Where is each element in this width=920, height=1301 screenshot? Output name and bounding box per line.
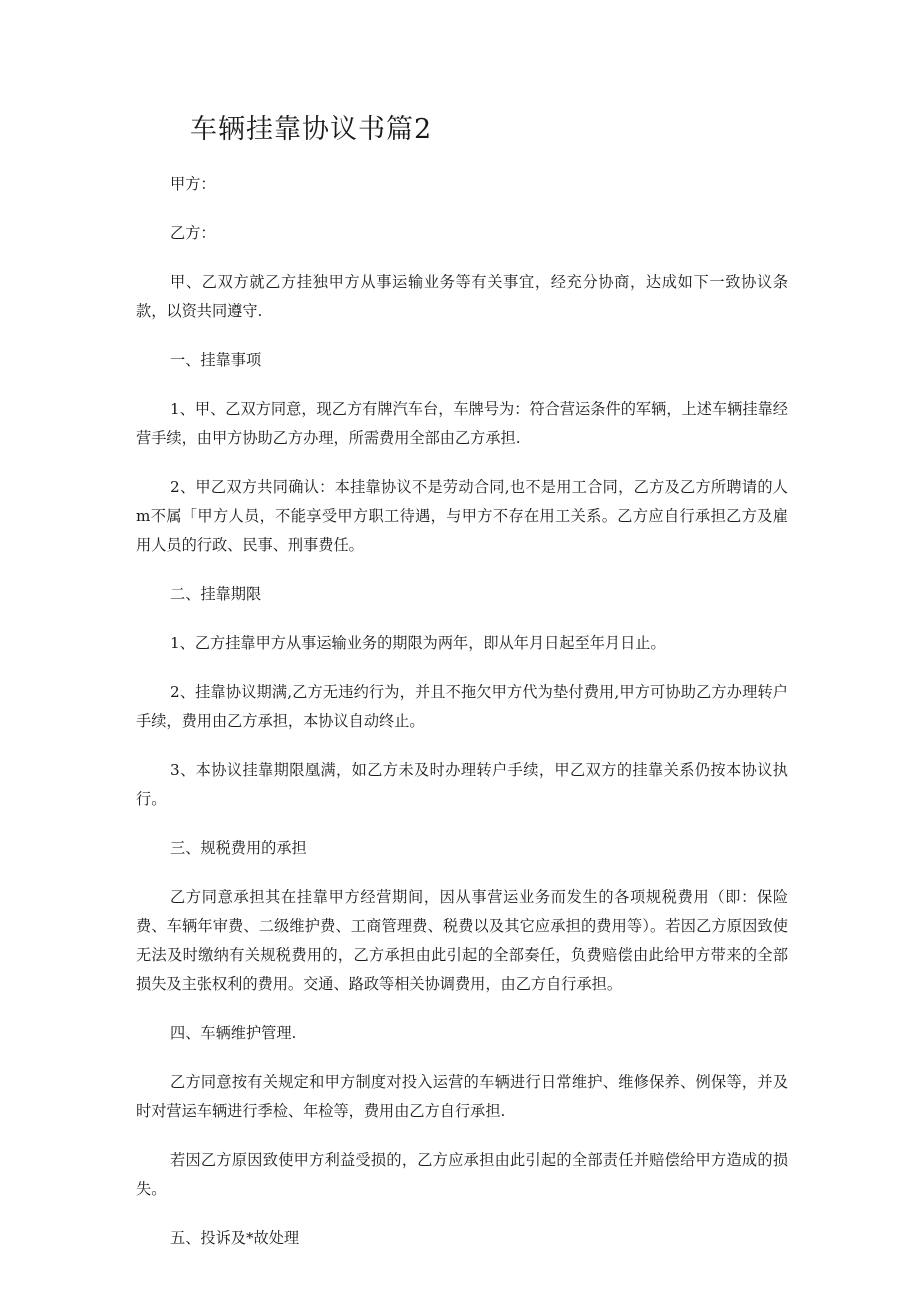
document-body	[136, 170, 788, 1273]
party-a-line: 甲方：	[170, 175, 216, 193]
clause-4-1: 乙方同意按有关规定和甲方制度对投入运营的车辆进行日常维护、维修保养、例保等，并及时对营运车辆进行季检、年检等，费用由乙方自行承担.	[136, 1073, 788, 1120]
section-heading-1: 一、挂靠事项	[170, 351, 262, 369]
preamble-paragraph: 甲、乙双方就乙方挂独甲方从事运输业务等有关事宜，经充分协商，达成如下一致协议条款，以资共同遵守.	[136, 273, 788, 320]
clause-3-1: 乙方同意承担其在挂靠甲方经营期间，因从事营运业务而发生的各项规税费用（即：保险费、车辆年审费、二级维护费、工商管理费、税费以及其它应承担的费用等）。若因乙方原因致使无法及时缴纳有关规税费用的，乙方承担由此引起的全部奏任，负费赔偿由此给甲方带来的全部损失及主张权利的费用。交通、路政等相关协调费用，由乙方自行承担。	[136, 888, 788, 993]
section-heading-2: 二、挂靠期限	[170, 585, 262, 603]
clause-1-2: 2、甲乙双方共同确认：本挂靠协议不是劳动合同,也不是用工合同，乙方及乙方所聘请的人m不属「甲方人员，不能享受甲方职工待遇，与甲方不存在用工关系。乙方应自行承担乙方及雇用人员的行政、民事、刑事费任。	[136, 478, 788, 554]
clause-2-3: 3、本协议挂靠期限凰满，如乙方未及时办理转户手续，甲乙双方的挂靠关系仍按本协议执行。	[136, 761, 788, 808]
section-heading-3: 三、规税费用的承担	[170, 839, 307, 857]
clause-4-2: 若因乙方原因致使甲方利益受损的，乙方应承担由此引起的全部责任并赔偿给甲方造成的损失。	[136, 1151, 788, 1198]
document-title: 车辆挂靠协议书篇2	[190, 114, 433, 145]
clause-2-1: 1、乙方挂靠甲方从事运输业务的期限为两年，即从年月日起至年月日止。	[170, 634, 666, 652]
section-heading-4: 四、车辆维护管理.	[170, 1024, 297, 1042]
clause-1-1: 1、甲、乙双方同意，现乙方有牌汽车台，车牌号为：符合营运条件的军辆，上述车辆挂靠经营手续，由甲方协助乙方办理，所需费用全部由乙方承担.	[136, 400, 788, 447]
section-heading-5: 五、投诉及*故处理	[170, 1229, 300, 1247]
clause-2-2: 2、挂靠协议期满,乙方无违约行为，并且不拖欠甲方代为垫付费用,甲方可协助乙方办理转户手续，费用由乙方承担，本协议自动终止。	[136, 683, 788, 730]
party-b-line: 乙方：	[170, 224, 216, 242]
